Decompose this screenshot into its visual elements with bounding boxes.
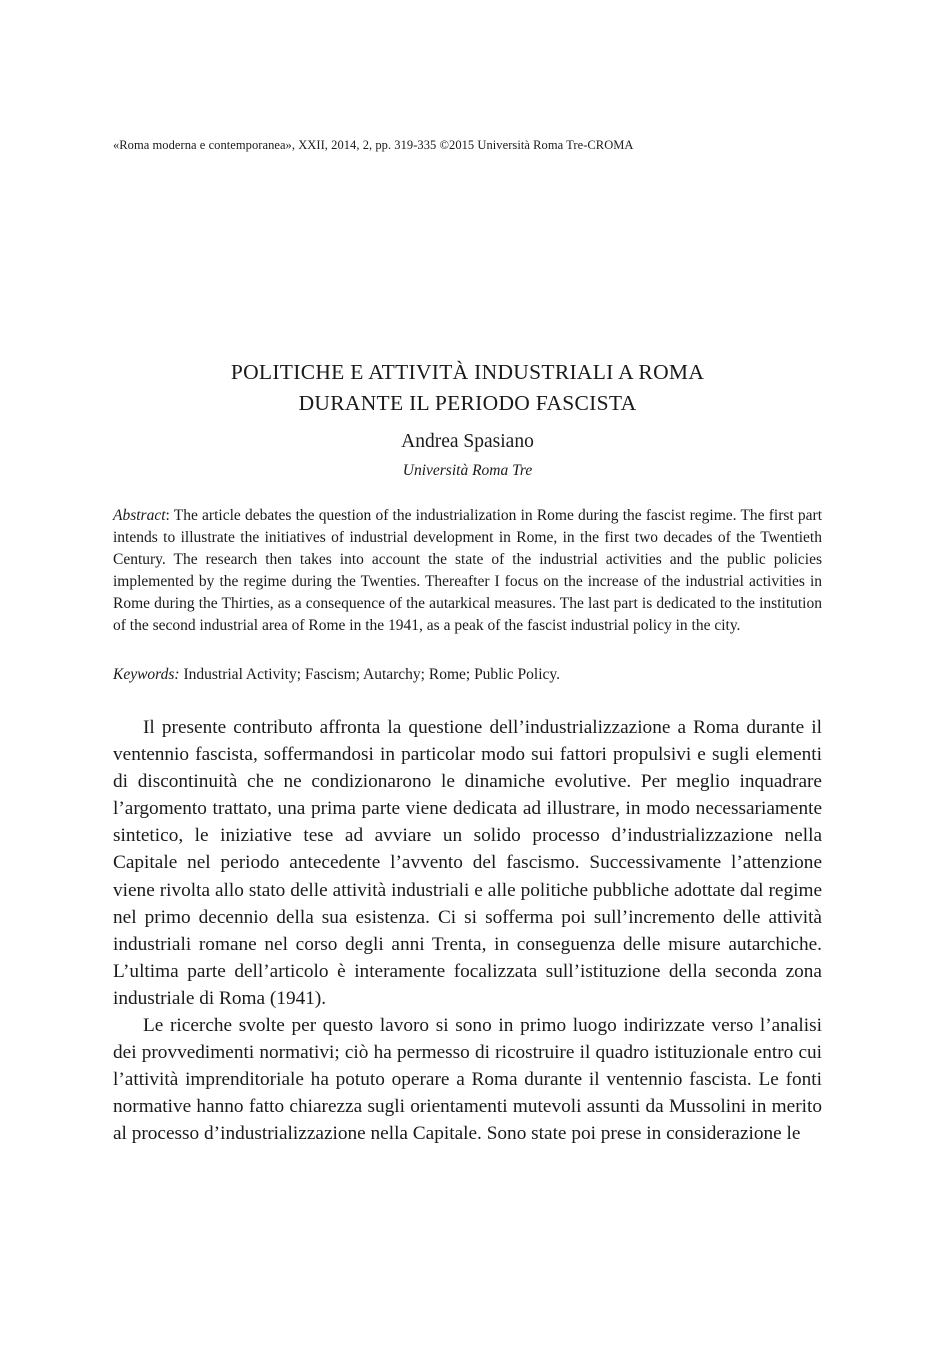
- keywords-label: Keywords:: [113, 666, 180, 683]
- running-header: «Roma moderna e contemporanea», XXII, 2014, 2, pp. 319-335 ©2015 Università Roma Tre-CROMA: [113, 138, 634, 152]
- body-text: [113, 714, 822, 1148]
- article-title-line-2: DURANTE IL PERIODO FASCISTA: [298, 391, 637, 415]
- keywords: [113, 664, 822, 686]
- body-paragraph-2: Le ricerche svolte per questo lavoro si sono in primo luogo indirizzate verso l’analisi dei provvedimenti normativi; ciò ha permesso di ricostruire il quadro istituzionale entro cui l’attività imprenditoriale ha potuto operare a Roma durante il ventennio fascista. Le fonti normative hanno fatto chiarezza sugli orientamenti mutevoli assunti da Mussolini in merito al processo d’industrializzazione nella Capitale. Sono state poi prese in considerazione le: [113, 1015, 822, 1145]
- abstract-text: : The article debates the question of the industrialization in Rome during the fascist regime. The first part intends to illustrate the initiatives of industrial development in Rome, in the first two decades of the Twentieth Century. The research then takes into account the state of the industrial activities and the public policies implemented by the regime during the Twenties. Thereafter I focus on the increase of the industrial activities in Rome during the Thirties, as a consequence of the autarkical measures. The last part is dedicated to the institution of the second industrial area of Rome in the 1941, as a peak of the fascist industrial policy in the city.: [113, 507, 822, 634]
- author-name: Andrea Spasiano: [401, 431, 534, 452]
- abstract: [113, 505, 822, 636]
- keywords-text: Industrial Activity; Fascism; Autarchy; Rome; Public Policy.: [179, 666, 561, 683]
- abstract-label: Abstract: [113, 507, 166, 524]
- article-title-line-1: POLITICHE E ATTIVITÀ INDUSTRIALI A ROMA: [230, 360, 705, 384]
- author-affiliation: Università Roma Tre: [402, 462, 533, 479]
- body-paragraph-1: Il presente contributo affronta la questione dell’industrializzazione a Roma durante il ventennio fascista, soffermandosi in particolar modo sui fattori propulsivi e sugli elementi di discontinuità che ne condizionarono le dinamiche evolutive. Per meglio inquadrare l’argomento trattato, una prima parte viene dedicata ad illustrare, in modo necessariamente sintetico, le iniziative tese ad avviare un solido processo d’industrializzazione nella Capitale nel periodo antecedente l’avvento del fascismo. Successivamente l’attenzione viene rivolta allo stato delle attività industriali e alle politiche pubbliche adottate dal regime nel primo decennio della sua esistenza. Ci si sofferma poi sull’incremento delle attività industriali romane nel corso degli anni Trenta, in conseguenza delle misure autarchiche. L’ultima parte dell’articolo è interamente focalizzata sull’istituzione della seconda zona industriale di Roma (1941).: [113, 717, 822, 1009]
